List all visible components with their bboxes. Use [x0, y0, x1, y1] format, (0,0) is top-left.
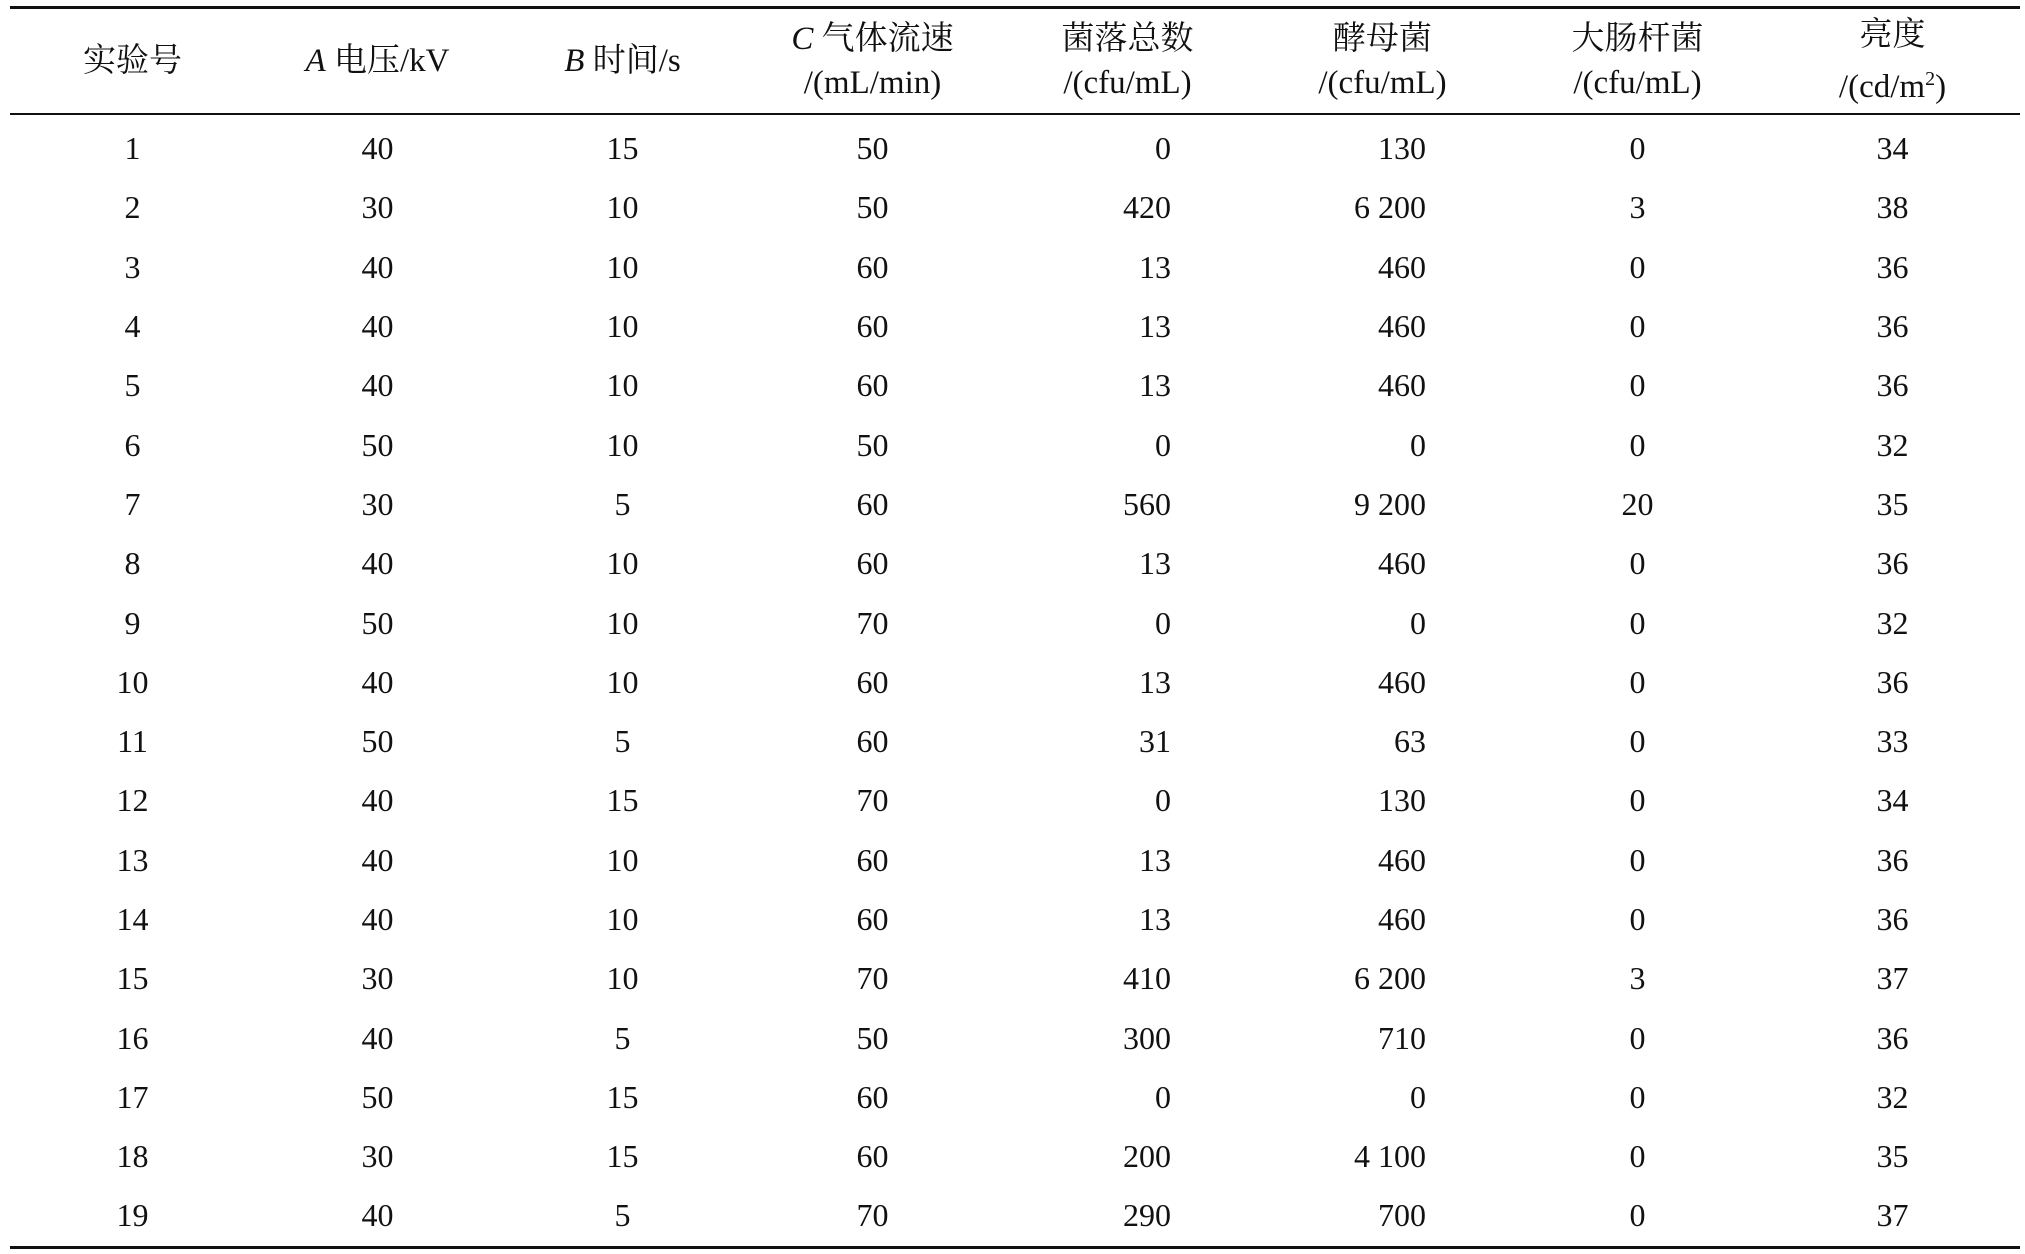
cell-e-coli: 0 [1629, 901, 1646, 937]
header-text: 实验号 [83, 43, 182, 79]
cell-gas-flow: 60 [856, 308, 889, 345]
header-e-coli [1510, 8, 1765, 115]
table-header-row [10, 8, 2020, 115]
cell-gas-flow: 60 [856, 1138, 889, 1175]
cell-yeast: 460 [1378, 367, 1426, 404]
cell-time: 15 [606, 130, 639, 167]
cell-experiment-no: 3 [124, 248, 141, 285]
cell-yeast: 6 200 [1354, 960, 1426, 997]
header-text: 菌落总数 [1061, 21, 1194, 57]
unit-suffix: ) [1935, 69, 1947, 105]
cell-experiment-no: 15 [116, 960, 149, 997]
table-row [10, 238, 2020, 297]
cell-brightness: 36 [1876, 1019, 1909, 1056]
cell-time: 5 [500, 1186, 745, 1247]
cell-e-coli: 0 [1629, 130, 1646, 167]
cell-brightness: 36 [1876, 841, 1909, 878]
cell-yeast: 9 200 [1354, 485, 1426, 522]
table-row [10, 1068, 2020, 1127]
header-text: 亮度 [1859, 17, 1926, 53]
cell-total-colonies: 420 [1123, 189, 1171, 226]
cell-yeast: 130 [1378, 130, 1426, 167]
table-row [10, 356, 2020, 415]
cell-time: 10 [606, 545, 639, 582]
cell-total-colonies: 0 [1155, 604, 1171, 641]
cell-gas-flow: 70 [856, 782, 889, 819]
cell-voltage: 40 [361, 367, 394, 404]
cell-brightness: 32 [1876, 1078, 1909, 1115]
cell-e-coli: 0 [1629, 782, 1646, 819]
cell-yeast: 700 [1255, 1186, 1510, 1247]
cell-time: 10 [606, 367, 639, 404]
cell-e-coli: 0 [1629, 604, 1646, 641]
cell-yeast: 460 [1378, 901, 1426, 937]
cell-brightness: 36 [1876, 367, 1909, 404]
cell-experiment-no: 10 [116, 663, 149, 700]
cell-experiment-no: 16 [116, 1019, 149, 1056]
table-row [10, 712, 2020, 771]
cell-gas-flow: 50 [856, 1019, 889, 1056]
cell-gas-flow: 60 [856, 723, 889, 760]
cell-e-coli: 0 [1629, 1138, 1646, 1175]
cell-brightness: 32 [1876, 604, 1909, 641]
cell-time: 10 [606, 663, 639, 700]
cell-experiment-no: 5 [124, 367, 141, 404]
cell-brightness: 32 [1876, 426, 1909, 463]
cell-e-coli: 0 [1629, 841, 1646, 878]
header-unit: /(cfu/mL) [1573, 65, 1702, 101]
cell-voltage: 40 [361, 248, 394, 285]
cell-total-colonies: 13 [1139, 545, 1171, 582]
cell-total-colonies: 13 [1139, 901, 1171, 937]
cell-gas-flow: 50 [856, 189, 889, 226]
cell-total-colonies: 0 [1155, 782, 1171, 819]
cell-time: 10 [606, 901, 639, 937]
cell-gas-flow: 60 [856, 663, 889, 700]
cell-time: 10 [606, 189, 639, 226]
cell-gas-flow: 50 [856, 130, 889, 167]
cell-yeast: 0 [1410, 604, 1426, 641]
cell-total-colonies: 13 [1139, 248, 1171, 285]
header-text: 电压/kV [333, 43, 450, 79]
table-row [10, 534, 2020, 593]
cell-brightness: 36 [1876, 663, 1909, 700]
cell-time: 10 [606, 426, 639, 463]
table-row [10, 475, 2020, 534]
cell-yeast: 710 [1378, 1019, 1426, 1056]
header-time [500, 8, 745, 115]
cell-voltage: 50 [361, 723, 394, 760]
cell-total-colonies: 13 [1139, 308, 1171, 345]
cell-gas-flow: 70 [856, 604, 889, 641]
cell-voltage: 40 [361, 901, 394, 937]
table-row [10, 297, 2020, 356]
cell-voltage: 50 [361, 426, 394, 463]
cell-voltage: 40 [361, 308, 394, 345]
cell-total-colonies: 0 [1155, 130, 1171, 167]
cell-gas-flow: 60 [856, 367, 889, 404]
cell-yeast: 6 200 [1354, 189, 1426, 226]
cell-voltage: 30 [361, 960, 394, 997]
cell-gas-flow: 60 [856, 841, 889, 878]
cell-yeast: 0 [1410, 1078, 1426, 1115]
cell-time: 15 [606, 782, 639, 819]
header-unit: /(cfu/mL) [1318, 65, 1447, 101]
cell-brightness: 36 [1876, 901, 1909, 937]
header-text: 时间/s [592, 43, 681, 79]
unit-prefix: /(cd/m [1838, 69, 1926, 105]
header-total-colonies [1000, 8, 1255, 115]
cell-e-coli: 0 [1629, 723, 1646, 760]
table-row [10, 593, 2020, 652]
cell-time: 10 [606, 960, 639, 997]
cell-brightness: 37 [1765, 1186, 2020, 1247]
cell-total-colonies: 31 [1139, 723, 1171, 760]
cell-voltage: 40 [361, 545, 394, 582]
cell-voltage: 40 [361, 841, 394, 878]
cell-total-colonies: 13 [1139, 367, 1171, 404]
table-row [10, 949, 2020, 1008]
cell-experiment-no: 19 [10, 1186, 255, 1247]
cell-yeast: 4 100 [1354, 1138, 1426, 1175]
cell-e-coli: 20 [1621, 485, 1654, 522]
data-table-container [10, 6, 2020, 1249]
table-row [10, 1186, 2020, 1247]
table-row [10, 890, 2020, 949]
cell-yeast: 0 [1410, 426, 1426, 463]
cell-e-coli: 0 [1629, 1019, 1646, 1056]
table-row [10, 178, 2020, 237]
cell-brightness: 35 [1876, 485, 1909, 522]
cell-gas-flow: 60 [856, 485, 889, 522]
cell-time: 15 [606, 1078, 639, 1115]
cell-e-coli: 0 [1629, 1078, 1646, 1115]
cell-yeast: 460 [1378, 545, 1426, 582]
cell-voltage: 50 [361, 1078, 394, 1115]
cell-experiment-no: 13 [116, 841, 149, 878]
cell-experiment-no: 8 [124, 545, 141, 582]
cell-time: 15 [606, 1138, 639, 1175]
cell-voltage: 50 [361, 604, 394, 641]
header-yeast [1255, 8, 1510, 115]
header-unit [1765, 57, 2020, 109]
cell-brightness: 36 [1876, 308, 1909, 345]
cell-gas-flow: 70 [745, 1186, 1000, 1247]
cell-gas-flow: 60 [856, 1078, 889, 1115]
cell-yeast: 460 [1378, 248, 1426, 285]
cell-total-colonies: 560 [1123, 485, 1171, 522]
unit-exponent: 2 [1925, 68, 1936, 90]
factor-variable: B [564, 43, 585, 79]
cell-experiment-no: 12 [116, 782, 149, 819]
table-row [10, 415, 2020, 474]
cell-e-coli: 0 [1629, 426, 1646, 463]
cell-time: 5 [614, 1019, 631, 1056]
table-row [10, 1008, 2020, 1067]
cell-voltage: 30 [361, 485, 394, 522]
cell-brightness: 37 [1876, 960, 1909, 997]
cell-brightness: 38 [1876, 189, 1909, 226]
cell-brightness: 36 [1876, 545, 1909, 582]
cell-e-coli: 3 [1629, 189, 1646, 226]
factor-variable: A [305, 43, 326, 79]
cell-time: 10 [606, 248, 639, 285]
header-brightness [1765, 8, 2020, 115]
cell-yeast: 460 [1378, 663, 1426, 700]
cell-experiment-no: 11 [117, 723, 148, 760]
cell-brightness: 35 [1876, 1138, 1909, 1175]
cell-e-coli: 0 [1629, 663, 1646, 700]
table-row [10, 653, 2020, 712]
header-unit: /(cfu/mL) [1063, 65, 1192, 101]
cell-total-colonies: 300 [1123, 1019, 1171, 1056]
cell-e-coli: 3 [1629, 960, 1646, 997]
header-text: 大肠杆菌 [1571, 21, 1704, 57]
cell-total-colonies: 0 [1155, 426, 1171, 463]
header-unit: /(mL/min) [803, 65, 942, 101]
cell-total-colonies: 13 [1139, 841, 1171, 878]
cell-experiment-no: 4 [124, 308, 141, 345]
cell-experiment-no: 7 [124, 485, 141, 522]
table-row [10, 771, 2020, 830]
cell-yeast: 130 [1378, 782, 1426, 819]
cell-gas-flow: 70 [856, 960, 889, 997]
cell-time: 10 [606, 604, 639, 641]
cell-experiment-no: 2 [124, 189, 141, 226]
cell-total-colonies: 13 [1139, 663, 1171, 700]
cell-time: 5 [614, 485, 631, 522]
cell-gas-flow: 60 [856, 901, 889, 937]
cell-e-coli: 0 [1629, 367, 1646, 404]
cell-total-colonies: 0 [1155, 1078, 1171, 1115]
cell-time: 5 [614, 723, 631, 760]
table-row [10, 831, 2020, 890]
cell-time: 10 [606, 308, 639, 345]
cell-experiment-no: 17 [116, 1078, 149, 1115]
cell-experiment-no: 18 [116, 1138, 149, 1175]
cell-time: 10 [606, 841, 639, 878]
cell-brightness: 34 [1876, 130, 1909, 167]
experiment-results-table [10, 6, 2020, 1249]
cell-total-colonies: 290 [1000, 1186, 1255, 1247]
cell-voltage: 40 [361, 782, 394, 819]
cell-voltage: 40 [361, 130, 394, 167]
cell-voltage: 40 [361, 1019, 394, 1056]
header-text: 气体流速 [821, 21, 954, 57]
cell-experiment-no: 1 [124, 130, 141, 167]
cell-e-coli: 0 [1629, 545, 1646, 582]
cell-experiment-no: 6 [124, 426, 141, 463]
header-line-1 [745, 17, 1000, 61]
cell-total-colonies: 200 [1123, 1138, 1171, 1175]
cell-voltage: 40 [361, 663, 394, 700]
cell-gas-flow: 60 [856, 248, 889, 285]
cell-yeast: 460 [1378, 841, 1426, 878]
cell-gas-flow: 50 [856, 426, 889, 463]
cell-brightness: 36 [1876, 248, 1909, 285]
cell-experiment-no: 14 [116, 901, 149, 937]
cell-yeast: 460 [1378, 308, 1426, 345]
cell-brightness: 34 [1876, 782, 1909, 819]
cell-e-coli: 0 [1629, 248, 1646, 285]
cell-brightness: 33 [1876, 723, 1909, 760]
table-row [10, 114, 2020, 178]
header-voltage [255, 8, 500, 115]
cell-total-colonies: 410 [1123, 960, 1171, 997]
cell-voltage: 30 [361, 1138, 394, 1175]
cell-experiment-no: 9 [124, 604, 141, 641]
factor-variable: C [791, 21, 814, 57]
header-experiment-no [10, 8, 255, 115]
cell-voltage: 40 [255, 1186, 500, 1247]
header-text: 酵母菌 [1333, 21, 1432, 57]
cell-gas-flow: 60 [856, 545, 889, 582]
table-body [10, 114, 2020, 1247]
cell-yeast: 63 [1394, 723, 1426, 760]
cell-e-coli: 0 [1629, 308, 1646, 345]
header-gas-flow [745, 8, 1000, 115]
cell-voltage: 30 [361, 189, 394, 226]
table-row [10, 1127, 2020, 1186]
cell-e-coli: 0 [1510, 1186, 1765, 1247]
